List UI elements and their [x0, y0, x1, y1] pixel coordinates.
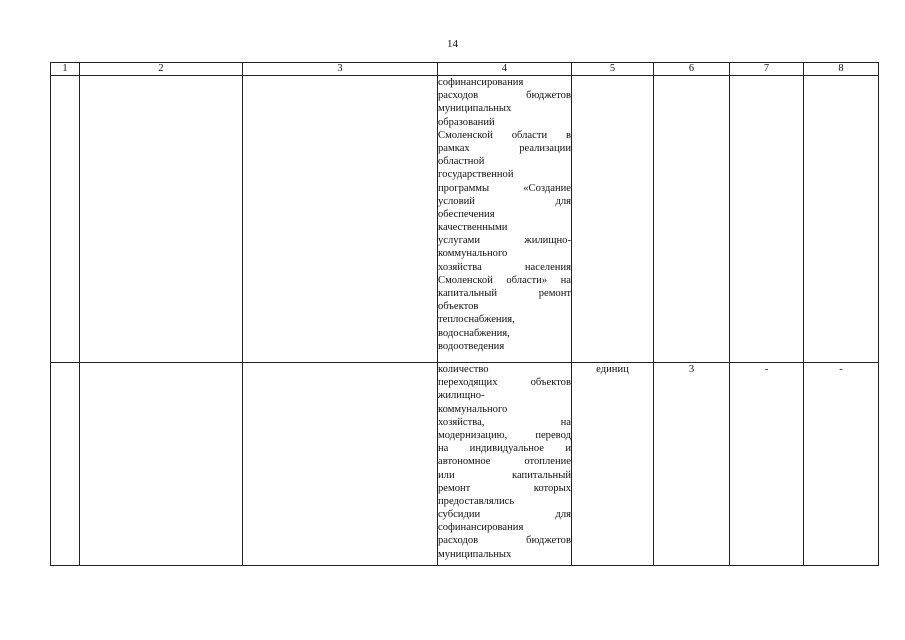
description-line: расходов бюджетов [438, 90, 571, 102]
description-line: водоотведения [438, 340, 505, 352]
value-cell-col7: - [730, 363, 804, 566]
column-header: 2 [80, 63, 243, 76]
column-header: 8 [804, 63, 879, 76]
column-header: 5 [572, 63, 654, 76]
column-header: 4 [438, 63, 572, 76]
value-cell-col8: - [804, 363, 879, 566]
description-line: или капитальный [438, 469, 571, 481]
description-line: хозяйства, на [438, 416, 571, 428]
description-line: обеспечения [438, 208, 495, 220]
column-header: 1 [51, 63, 80, 76]
description-line: капитальный ремонт [438, 288, 571, 299]
description-line: муниципальных [438, 548, 512, 560]
description-line: ремонт которых [438, 482, 571, 494]
description-line: софинансирования [438, 77, 524, 88]
description-line: рамках реализации [438, 142, 571, 154]
description-line: условий для [438, 195, 571, 207]
description-line: объектов [438, 301, 479, 313]
cell-col1 [51, 363, 80, 566]
indicator-description [438, 363, 572, 566]
value-cell-col6 [654, 76, 730, 363]
description-line: хозяйства населения [438, 261, 571, 273]
cell-col3 [243, 363, 438, 566]
description-line: теплоснабжения, [438, 314, 515, 326]
unit-cell [572, 76, 654, 363]
description-line: водоснабжения, [438, 327, 510, 339]
page-number: 14 [447, 38, 458, 50]
indicator-description [438, 76, 572, 363]
value-cell-col6: 3 [654, 363, 730, 566]
value-cell-col8 [804, 76, 879, 363]
description-line: государственной [438, 169, 514, 181]
description-line: жилищно- [438, 390, 485, 402]
description-line: коммунального [438, 403, 508, 415]
cell-col1 [51, 76, 80, 363]
description-line: на индивидуальное и [438, 443, 571, 455]
description-line: автономное отопление [438, 456, 571, 468]
column-header: 7 [730, 63, 804, 76]
description-line: модернизацию, перевод [438, 429, 571, 441]
description-line: коммунального [438, 248, 508, 260]
table-header-row [51, 63, 879, 76]
unit-cell: единиц [572, 363, 654, 566]
description-line: качественными [438, 222, 508, 234]
description-line: софинансирования [438, 522, 524, 534]
table-row [51, 363, 879, 566]
description-line: Смоленской области в [438, 129, 571, 141]
cell-col3 [243, 76, 438, 363]
column-header: 3 [243, 63, 438, 76]
description-line: Смоленской области» на [438, 274, 571, 286]
table-row [51, 76, 879, 363]
description-line: программы «Создание [438, 182, 571, 194]
description-line: услугами жилищно- [438, 235, 571, 247]
column-header: 6 [654, 63, 730, 76]
description-line: образований [438, 116, 495, 128]
cell-col2 [80, 76, 243, 363]
description-line: областной [438, 156, 485, 168]
description-line: субсидии для [438, 509, 571, 521]
indicators-table [50, 62, 879, 566]
value-cell-col7 [730, 76, 804, 363]
description-line: предоставлялись [438, 495, 515, 507]
description-line: количество [438, 364, 489, 375]
description-line: муниципальных [438, 103, 512, 115]
description-line: расходов бюджетов [438, 535, 571, 547]
cell-col2 [80, 363, 243, 566]
description-line: переходящих объектов [438, 377, 571, 389]
